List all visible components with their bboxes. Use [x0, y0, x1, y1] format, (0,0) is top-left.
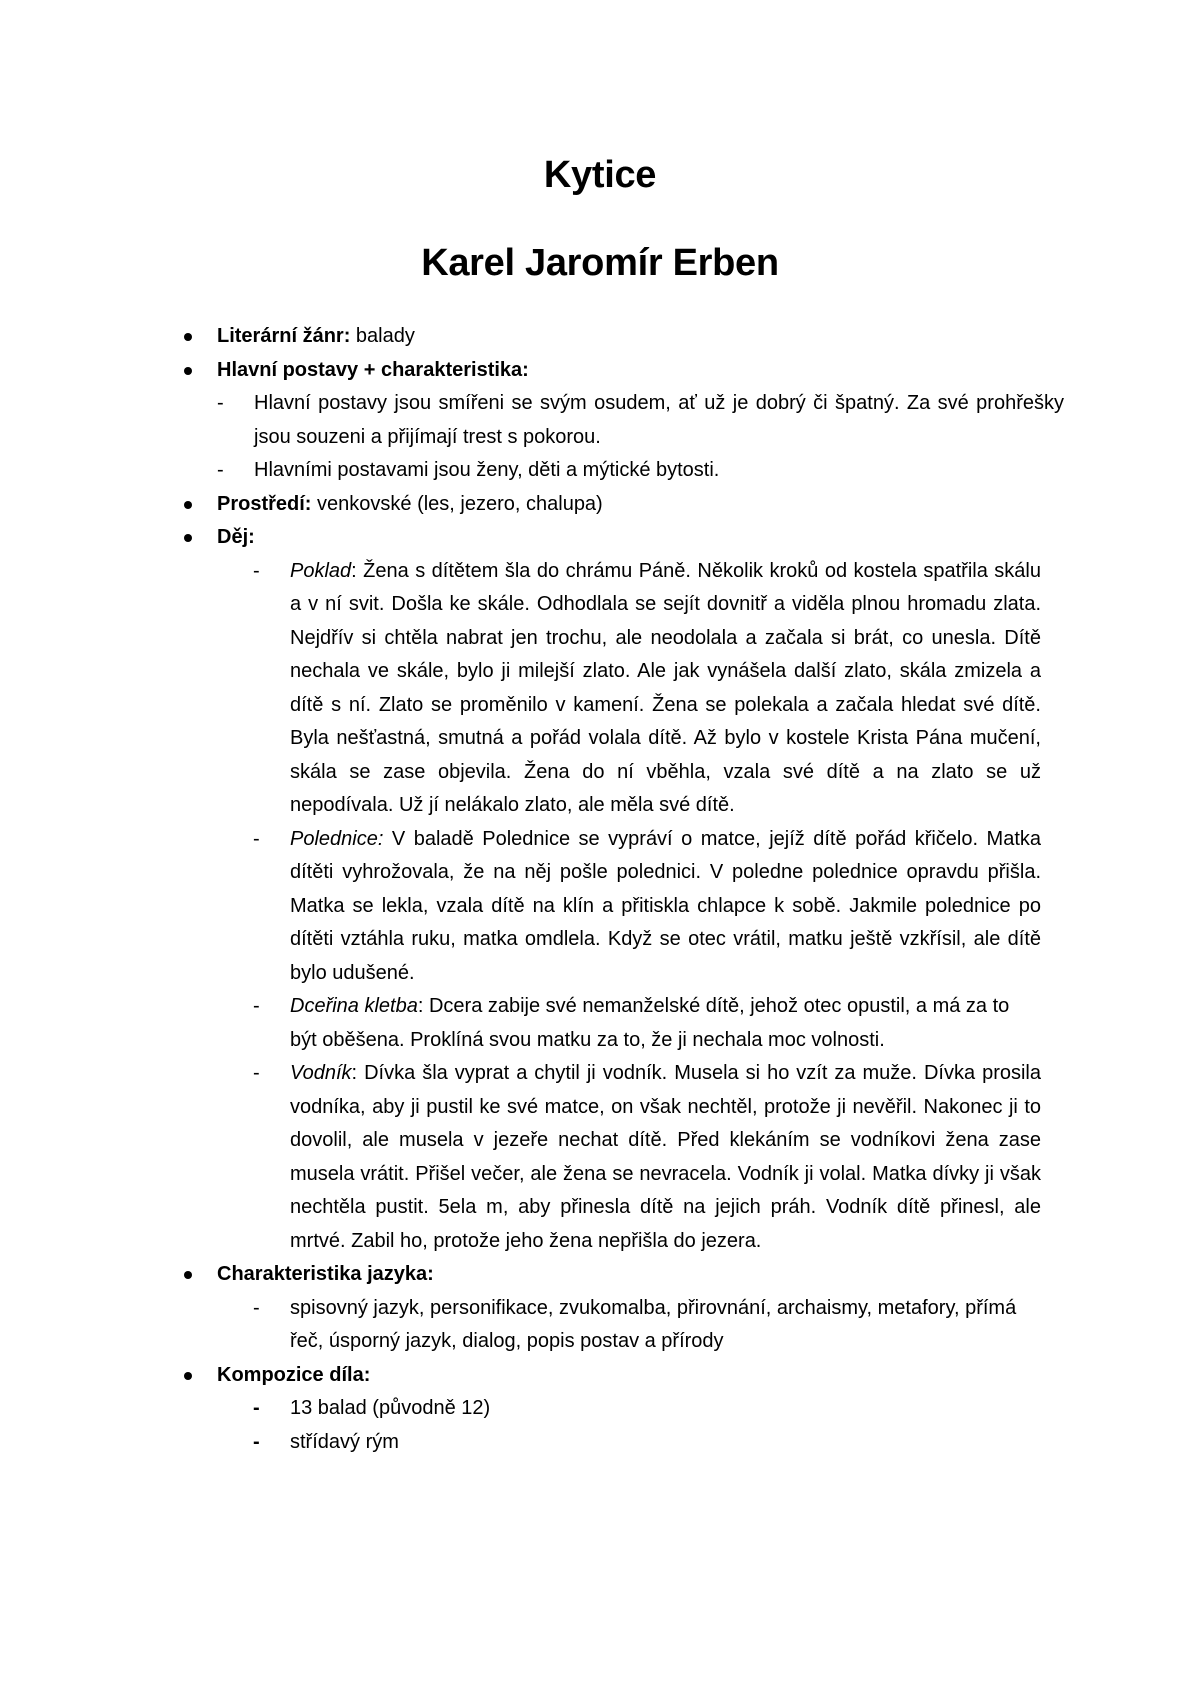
ballad-name: Vodník — [290, 1062, 352, 1084]
dash-mark: - — [253, 827, 260, 850]
bullet-icon — [184, 367, 192, 375]
list-item-text: střídavý rým — [290, 1430, 399, 1453]
dash-mark: - — [253, 1296, 260, 1319]
list-item-polednice — [253, 823, 1041, 991]
section-composition — [0, 1359, 1200, 1393]
list-item-text: Hlavními postavami jsou ženy, děti a mýtické bytosti. — [254, 459, 720, 481]
section-list-2 — [0, 488, 1200, 555]
document-author: Karel Jaromír Erben — [421, 242, 779, 284]
section-label: Charakteristika jazyka: — [217, 1263, 434, 1285]
list-item-text: spisovný jazyk, personifikace, zvukomalba, přirovnání, archaismy, metafory, přímá řeč, úsporný jazyk, dialog, popis postav a přírody — [290, 1296, 1017, 1352]
section-characters — [0, 354, 1200, 388]
list-item-text: 13 balad (původně 12) — [290, 1397, 491, 1419]
bullet-icon — [184, 501, 192, 509]
section-list — [0, 320, 1200, 387]
language-list — [253, 1292, 1200, 1359]
list-item — [253, 1392, 1041, 1426]
bullet-icon — [184, 1372, 192, 1380]
dash-mark: - — [253, 1062, 260, 1084]
section-plot — [0, 521, 1200, 555]
ballad-name: Poklad — [290, 559, 352, 582]
list-item — [253, 1292, 1041, 1359]
section-label: Kompozice díla: — [217, 1363, 371, 1386]
ballad-text: Dcera zabije své nemanželské dítě, jehož otec opustil, a má za to být oběšena. Proklíná svou matku za to, že ji nechala moc volnosti. — [290, 995, 1010, 1051]
ballad-sep: : — [351, 1062, 358, 1084]
section-language — [0, 1258, 1200, 1292]
bullet-icon — [184, 1271, 192, 1279]
ballad-name: Dceřina kletba — [290, 995, 418, 1017]
list-item-poklad — [253, 555, 1041, 823]
list-item-text: Hlavní postavy jsou smířeni se svým osudem, ať už je dobrý či špatný. Za své prohřešky jsou souzeni a přijímají trest s pokorou. — [254, 392, 1064, 448]
ballad-sep: : — [351, 559, 357, 582]
section-value: venkovské (les, jezero, chalupa) — [311, 492, 603, 515]
dash-mark: - — [253, 1430, 260, 1453]
section-label: Děj: — [217, 526, 255, 548]
bullet-icon — [184, 333, 192, 341]
section-list-4 — [0, 1359, 1200, 1393]
dash-mark: - — [217, 459, 224, 481]
list-item-vodnik — [253, 1057, 1041, 1258]
section-list-3 — [0, 1258, 1200, 1292]
ballad-text: Žena s dítětem šla do chrámu Páně. Několik kroků od kostela spatřila skálu a v ní svit. Došla ke skále. Odhodlala se sejít dovnitř a viděla plnou hromadu zlata. Nejdřív si chtěla nabrat jen trochu, ale neodolala a začala si brát, co unesla. Dítě nechala ve skále, bylo ji milejší zlato. Ale jak vynášela další zlato, skála zmizela a dítě s ní. Zlato se proměnilo v kamení. Žena se polekala a začala hledat své dítě. Byla nešťastná, smutná a pořád volala dítě. Až bylo v kostele Krista Pána mučení, skála se zase objevila. Žena do ní vběhla, vzala své dítě a na zlato se už nepodívala. Už jí nelákalo zlato, ale měla své dítě. — [290, 559, 1041, 816]
dash-mark: - — [253, 559, 260, 582]
plot-list — [253, 555, 1200, 1259]
composition-list — [253, 1392, 1200, 1459]
dash-mark: - — [253, 995, 260, 1017]
section-genre — [0, 320, 1200, 354]
list-item — [217, 454, 1064, 488]
dash-mark: - — [253, 1397, 260, 1419]
section-value: balady — [350, 325, 415, 347]
ballad-sep: : — [417, 995, 424, 1017]
dash-mark: - — [217, 392, 224, 414]
characters-list — [217, 387, 1200, 488]
ballad-text: Dívka šla vyprat a chytil ji vodník. Musela si ho vzít za muže. Dívka prosila vodníka, aby ji pustil ke své matce, on však nechtěl, protože ji nevěřil. Nakonec ji to dovolil, ale musela v jezeře nechat dítě. Před klekáním se vodníkovi žena zase musela vrátit. Přišel večer, ale žena se nevracela. Vodník ji volal. Matka dívky ji však nechtěla pustit. 5ela m, aby přinesla dítě na jejich práh. Vodník dítě přinesl, ale mrtvé. Zabil ho, protože jeho žena nepřišla do jezera. — [290, 1062, 1041, 1252]
section-setting — [0, 488, 1200, 522]
list-item — [217, 387, 1064, 454]
section-label: Literární žánr: — [217, 325, 351, 347]
list-item-dcerina-kletba — [253, 990, 1041, 1057]
bullet-icon — [184, 534, 192, 542]
list-item — [253, 1426, 1041, 1460]
section-label: Hlavní postavy + charakteristika: — [217, 358, 529, 381]
document-title: Kytice — [543, 154, 657, 196]
section-label: Prostředí: — [217, 492, 312, 515]
ballad-name: Polednice: — [290, 827, 384, 850]
ballad-text: V baladě Polednice se vypráví o matce, jejíž dítě pořád křičelo. Matka dítěti vyhrožovala, že na něj pošle polednici. V poledne polednice opravdu přišla. Matka se lekla, vzala dítě na klín a přitiskla chlapce k sobě. Jakmile polednice po dítěti vztáhla ruku, matka omdlela. Když se otec vrátil, matku ještě vzkřísil, ale dítě bylo udušené. — [290, 827, 1041, 984]
document-body — [0, 320, 1200, 1459]
